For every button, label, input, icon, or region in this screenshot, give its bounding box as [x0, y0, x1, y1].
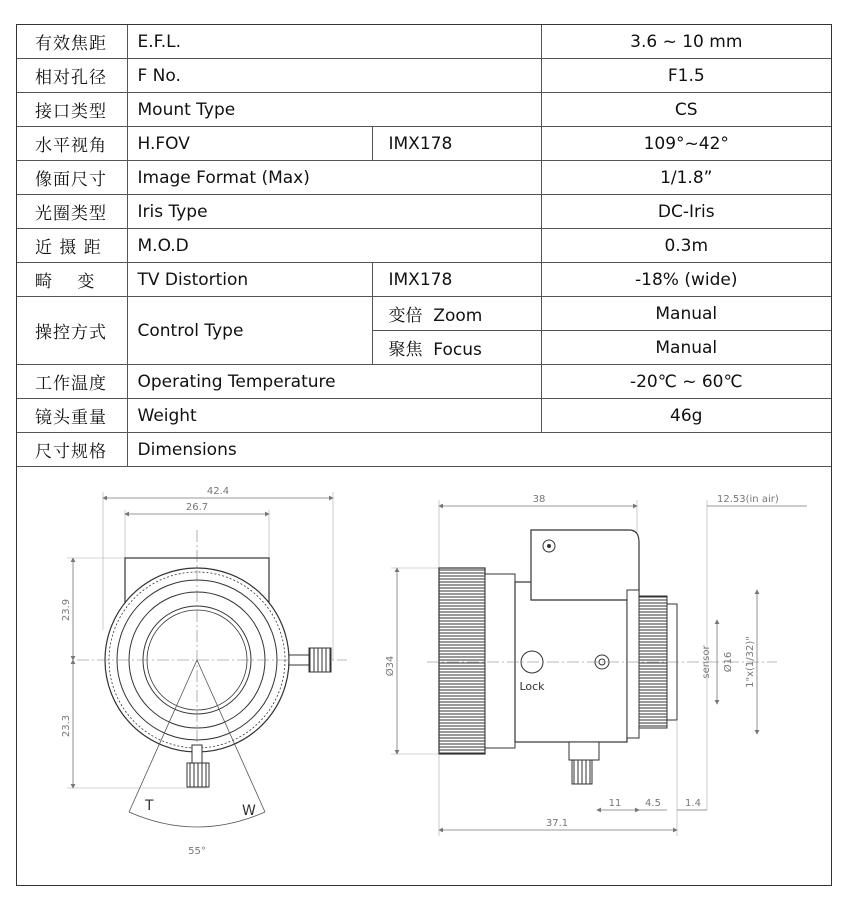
row-format: [17, 161, 831, 195]
label-cn: 有效焦距: [17, 25, 127, 59]
value: 109°~42°: [541, 127, 831, 161]
dim-total: 37.1: [545, 818, 569, 829]
zoom-value: Manual: [541, 297, 831, 331]
row-iris: [17, 195, 831, 229]
spec-table: [17, 25, 831, 467]
dim-11: 11: [608, 798, 622, 809]
value: F1.5: [541, 59, 831, 93]
focus-knob-icon: [309, 648, 331, 672]
label-en: Weight: [127, 399, 541, 433]
value: 0.3m: [541, 229, 831, 263]
zoom-knob-icon: [187, 763, 209, 787]
row-dimensions: [17, 433, 831, 467]
value: -18% (wide): [541, 263, 831, 297]
wide-label: W: [242, 803, 256, 819]
row-hfov: [17, 127, 831, 161]
row-fno: [17, 59, 831, 93]
focus-label: 聚焦 Focus: [372, 331, 541, 365]
label-en: H.FOV: [127, 127, 372, 161]
dim-1-4: 1.4: [685, 798, 701, 809]
dim-width-outer: 42.4: [206, 486, 230, 497]
side-view: [384, 494, 807, 836]
dim-4-5: 4.5: [645, 798, 661, 809]
label-cn: 近 摄 距: [17, 229, 127, 263]
label-en: Operating Temperature: [127, 365, 541, 399]
zoom-ring-icon: [439, 568, 485, 754]
label-cn: 水平视角: [17, 127, 127, 161]
thread-spec: 1"x(1/32)": [745, 636, 756, 688]
value: -20℃ ~ 60℃: [541, 365, 831, 399]
label-en: E.F.L.: [127, 25, 541, 59]
label-en: F No.: [127, 59, 541, 93]
label-en: Control Type: [127, 297, 372, 365]
row-distortion: [17, 263, 831, 297]
sensor-label: IMX178: [372, 127, 541, 161]
label-cn: 操控方式: [17, 297, 127, 365]
focus-value: Manual: [541, 331, 831, 365]
dim-height-top: 23.9: [61, 598, 72, 622]
label-cn: 接口类型: [17, 93, 127, 127]
sensor-label: sensor: [701, 645, 712, 679]
label-cn: 光圈类型: [17, 195, 127, 229]
spec-sheet: [16, 24, 832, 886]
dim-back-focal: 12.53(in air): [717, 494, 779, 505]
label-en: Image Format (Max): [127, 161, 541, 195]
value: 3.6 ~ 10 mm: [541, 25, 831, 59]
drawing-svg: [17, 470, 831, 885]
row-weight: [17, 399, 831, 433]
front-view: [61, 486, 347, 857]
label-en: Dimensions: [127, 433, 831, 467]
dim-height-bottom: 23.3: [61, 714, 72, 738]
sensor-diameter: Ø16: [723, 651, 734, 673]
tele-label: T: [145, 798, 154, 814]
label-en: Iris Type: [127, 195, 541, 229]
label-en: TV Distortion: [127, 263, 372, 297]
value: 46g: [541, 399, 831, 433]
label-en: Mount Type: [127, 93, 541, 127]
row-temp: [17, 365, 831, 399]
label-cn: 像面尺寸: [17, 161, 127, 195]
dim-diameter: Ø34: [385, 655, 396, 677]
row-control-zoom: [17, 297, 831, 331]
row-mount: [17, 93, 831, 127]
value: CS: [541, 93, 831, 127]
dim-length: 38: [532, 494, 546, 505]
value: DC-Iris: [541, 195, 831, 229]
label-cn: 镜头重量: [17, 399, 127, 433]
side-knob-icon: [572, 760, 592, 784]
label-en: M.O.D: [127, 229, 541, 263]
row-efl: [17, 25, 831, 59]
label-cn: 相对孔径: [17, 59, 127, 93]
dim-width-inner: 26.7: [185, 502, 209, 513]
label-cn: 尺寸规格: [17, 433, 127, 467]
row-mod: [17, 229, 831, 263]
angle-label: 55°: [188, 846, 206, 857]
value: 1/1.8”: [541, 161, 831, 195]
label-cn: 畸 变: [17, 263, 127, 297]
dimension-drawing: [17, 470, 831, 885]
sensor-label: IMX178: [372, 263, 541, 297]
zoom-label: 变倍 Zoom: [372, 297, 541, 331]
lock-label: Lock: [519, 680, 545, 693]
label-cn: 工作温度: [17, 365, 127, 399]
